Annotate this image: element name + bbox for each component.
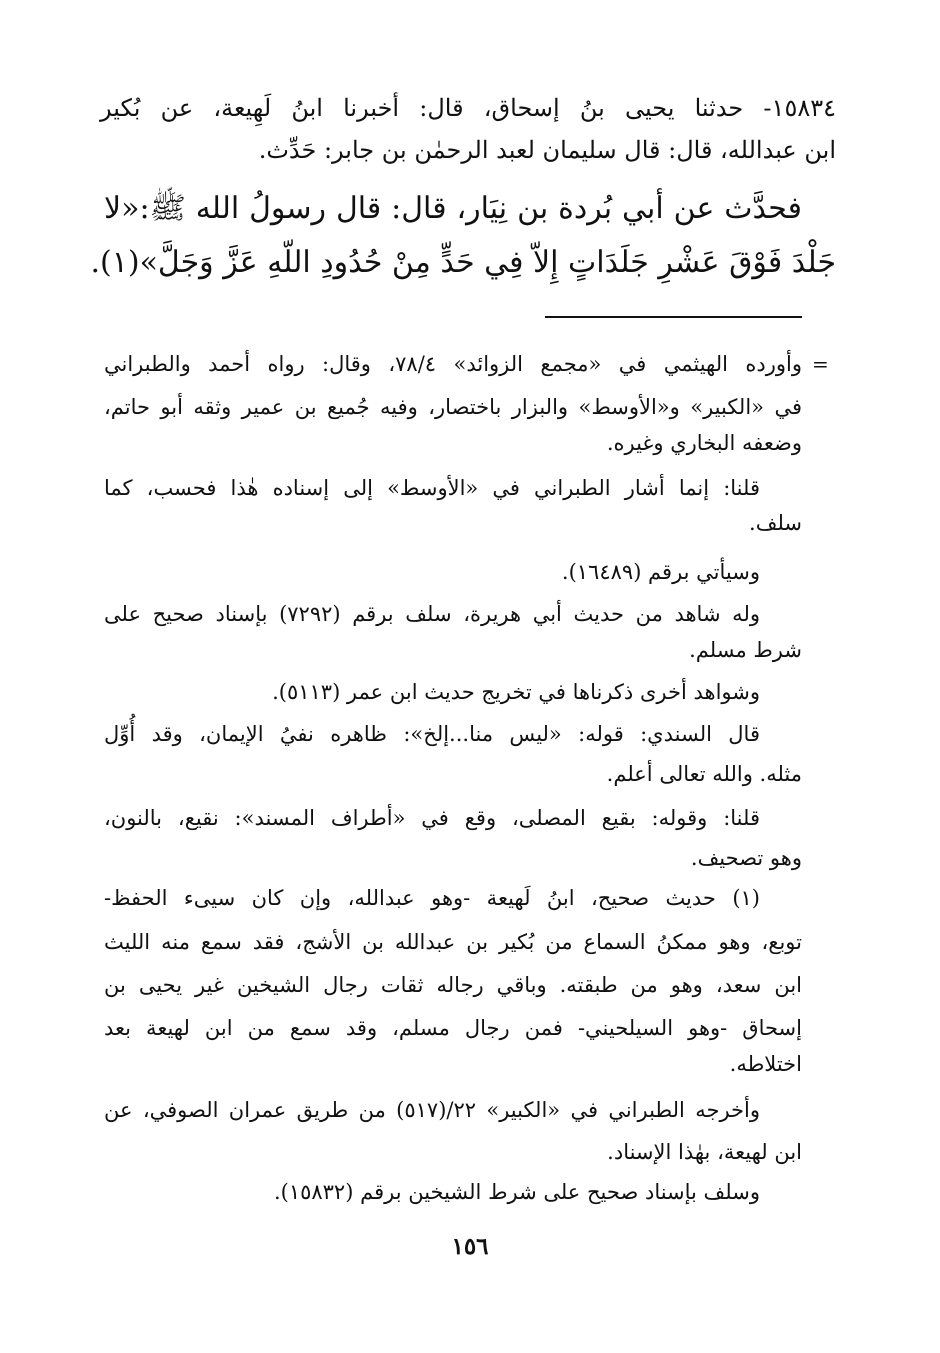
footnote-line: قلنا: إنما أشار الطبراني في «الأوسط» إلى إسناده هٰذا فحسب، كما [104,476,760,500]
footnote-line: وهو تصحيف. [690,846,802,870]
footnote-line: وضعفه البخاري وغيره. [606,431,802,455]
hadith-chain-line-1: ١٥٨٣٤- حدثنا يحيى بنُ إسحاق، قال: أخبرنا ابنُ لَهِيعة، عن بُكير [100,94,836,122]
footnote-separator [545,316,802,318]
footnote-line: وشواهد أخرى ذكرناها في تخريج حديث ابن عمر (٥١١٣). [272,680,760,704]
footnote-line: سلف. [749,511,802,535]
footnote-line: في «الكبير» و«الأوسط» والبزار باختصار، وفيه جُميع بن عمير وثقه أبو حاتم، [104,395,802,419]
footnote-line: وسيأتي برقم (١٦٤٨٩). [561,560,760,584]
footnote-line: وسلف بإسناد صحيح على شرط الشيخين برقم (١٥٨٣٢). [273,1180,760,1204]
footnote-line: (١) حديث صحيح، ابنُ لَهيعة -وهو عبدالله، وإن كان سيىء الحفظ- [104,886,760,910]
footnote-line: توبع، وهو ممكنُ السماع من بُكير بن عبدالله بن الأشج، فقد سمع منه الليث [104,930,802,954]
footnote-line: وأخرجه الطبراني في «الكبير» ٢٢/(٥١٧) من طريق عمران الصوفي، عن [104,1098,760,1122]
footnote-line: قال السندي: قوله: «ليس منا...إلخ»: ظاهره نفيُ الإيمان، وقد أُوِّل [104,722,760,746]
footnote-line: ابن لهيعة، بهٰذا الإسناد. [607,1140,802,1164]
footnote-line: ابن سعد، وهو من طبقته. وباقي رجاله ثقات رجال الشيخين غير يحيى بن [104,973,802,997]
footnote-line: إسحاق -وهو السيلحيني- فمن رجال مسلم، وقد سمع من ابن لهيعة بعد [104,1016,802,1040]
hadith-matn-line-2: جَلْدَ فَوْقَ عَشْرِ جَلَدَاتٍ إِلاّ فِي حَدٍّ مِنْ حُدُودِ اللّهِ عَزَّ وَجَلَّ»(١). [90,245,836,280]
footnote-line: اختلاطه. [729,1052,802,1076]
footnote-line: شرط مسلم. [689,638,802,662]
footnote-line: قلنا: وقوله: بقيع المصلى، وقع في «أطراف المسند»: نقيع، بالنون، [104,806,760,830]
hadith-chain-line-2: ابن عبدالله، قال: قال سليمان لعبد الرحمٰن بن جابر: حَدِّث. [258,136,836,164]
page-number: ١٥٦ [451,1233,489,1260]
continuation-marker: = [812,352,829,376]
footnote-line: وله شاهد من حديث أبي هريرة، سلف برقم (٧٢٩٢) بإسناد صحيح على [104,602,760,626]
hadith-matn-line-1: فحدَّث عن أبي بُردة بن نِيَار، قال: قال رسولُ الله ﷺ:«لا [104,191,802,226]
footnote-line: وأورده الهيثمي في «مجمع الزوائد» ٧٨/٤، وقال: رواه أحمد والطبراني [104,352,802,376]
footnote-line: مثله. والله تعالى أعلم. [606,762,802,786]
